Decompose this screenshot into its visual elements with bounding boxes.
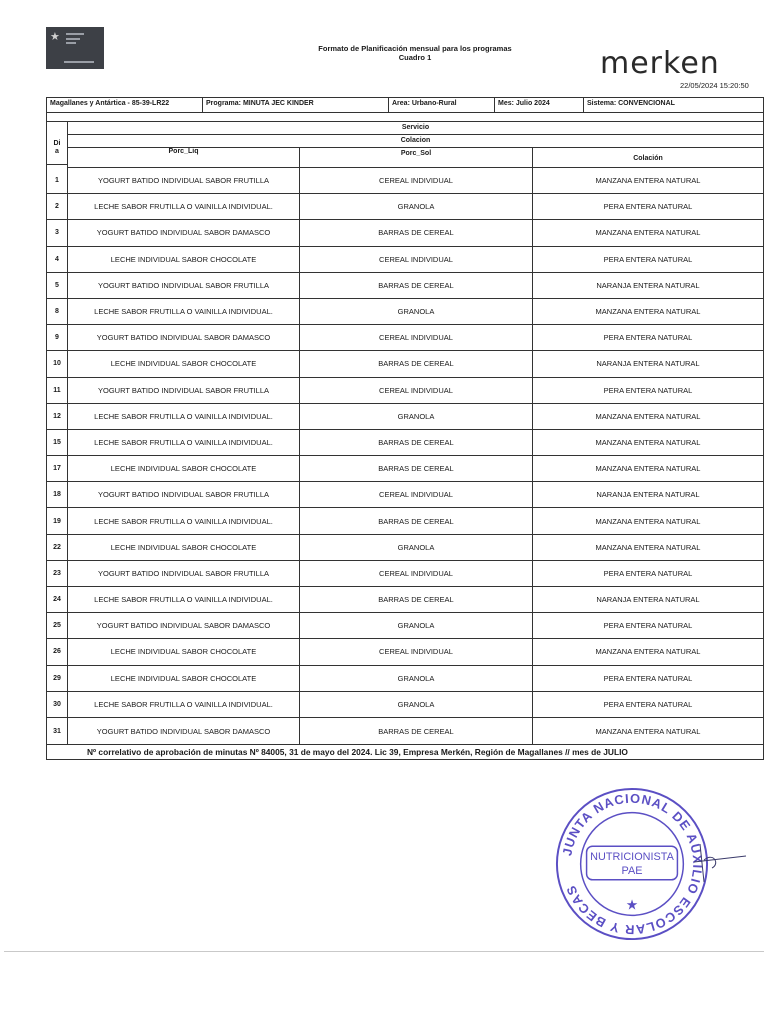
porc-sol-cell: GRANOLA <box>300 299 533 324</box>
dia-cell: 2 <box>47 194 68 219</box>
porc-sol-cell: GRANOLA <box>300 692 533 717</box>
table-row <box>47 508 763 534</box>
porc-liq-cell: LECHE SABOR FRUTILLA O VAINILLA INDIVIDUAL. <box>68 430 300 455</box>
porc-liq-cell: LECHE SABOR FRUTILLA O VAINILLA INDIVIDUAL. <box>68 194 300 219</box>
dia-label-1: Di <box>53 140 61 147</box>
colacion-cell: PERA ENTERA NATURAL <box>603 385 693 395</box>
table-row <box>47 692 763 718</box>
colacion-header: Colacion <box>68 135 763 148</box>
table-row <box>47 378 763 404</box>
porc-sol-cell: CEREAL INDIVIDUAL <box>300 378 533 403</box>
table-row <box>47 430 763 456</box>
colacion-cell: NARANJA ENTERA NATURAL <box>596 280 700 290</box>
colacion-cell: NARANJA ENTERA NATURAL <box>596 595 700 605</box>
title-line-1: Formato de Planificación mensual para los programas <box>318 44 512 53</box>
porc-sol-cell: BARRAS DE CEREAL <box>300 351 533 376</box>
document-title <box>270 44 560 62</box>
dia-cell: 10 <box>47 351 68 376</box>
spacer-row <box>47 113 763 122</box>
colacion-cell: NARANJA ENTERA NATURAL <box>596 490 700 500</box>
dia-cell: 8 <box>47 299 68 324</box>
table-row <box>47 247 763 273</box>
table-row <box>47 613 763 639</box>
porc-liq-cell: LECHE SABOR FRUTILLA O VAINILLA INDIVIDUAL. <box>68 299 300 324</box>
colacion-cell: MANZANA ENTERA NATURAL <box>595 726 701 736</box>
service-columns <box>68 122 763 168</box>
menu-table <box>47 122 763 168</box>
table-row <box>47 666 763 692</box>
dia-cell: 22 <box>47 535 68 560</box>
dia-cell: 24 <box>47 587 68 612</box>
table-row <box>47 220 763 246</box>
dia-cell: 31 <box>47 718 68 744</box>
dia-cell: 3 <box>47 220 68 245</box>
dia-cell: 4 <box>47 247 68 272</box>
government-logo <box>46 27 104 69</box>
porc-sol-cell: BARRAS DE CEREAL <box>300 587 533 612</box>
table-row <box>47 718 763 744</box>
dia-cell: 19 <box>47 508 68 533</box>
porc-sol-header: Porc_Sol <box>300 148 533 167</box>
nutricionista-stamp <box>553 785 711 943</box>
table-row <box>47 351 763 377</box>
table-body <box>47 168 763 744</box>
colacion-cell: PERA ENTERA NATURAL <box>603 254 693 264</box>
porc-liq-cell: YOGURT BATIDO INDIVIDUAL SABOR DAMASCO <box>68 220 300 245</box>
porc-liq-cell: LECHE SABOR FRUTILLA O VAINILLA INDIVIDUAL. <box>68 508 300 533</box>
signature <box>690 830 750 890</box>
porc-sol-cell: BARRAS DE CEREAL <box>300 220 533 245</box>
title-line-2: Cuadro 1 <box>398 53 432 62</box>
logo-line <box>66 33 84 35</box>
colacion-cell: NARANJA ENTERA NATURAL <box>596 359 700 369</box>
porc-sol-cell: BARRAS DE CEREAL <box>300 456 533 481</box>
porc-sol-cell: BARRAS DE CEREAL <box>300 430 533 455</box>
logo-line <box>66 38 80 40</box>
porc-liq-cell: LECHE INDIVIDUAL SABOR CHOCOLATE <box>68 535 300 560</box>
star-icon: ★ <box>625 896 639 913</box>
table-row <box>47 325 763 351</box>
stamp-line-2: PAE <box>621 864 643 877</box>
porc-liq-cell: LECHE INDIVIDUAL SABOR CHOCOLATE <box>68 351 300 376</box>
colacion-cell: MANZANA ENTERA NATURAL <box>595 228 701 238</box>
table-row <box>47 535 763 561</box>
dia-cell: 11 <box>47 378 68 403</box>
porc-liq-cell: LECHE INDIVIDUAL SABOR CHOCOLATE <box>68 247 300 272</box>
dia-cell: 12 <box>47 404 68 429</box>
colacion-cell: PERA ENTERA NATURAL <box>603 568 693 578</box>
porc-sol-cell: GRANOLA <box>300 613 533 638</box>
porc-liq-cell: LECHE INDIVIDUAL SABOR CHOCOLATE <box>68 456 300 481</box>
stamp-line-1: NUTRICIONISTA <box>590 851 674 864</box>
planning-table <box>46 97 764 760</box>
porc-liq-cell: YOGURT BATIDO INDIVIDUAL SABOR FRUTILLA <box>68 378 300 403</box>
colacion-cell: MANZANA ENTERA NATURAL <box>595 647 701 657</box>
colacion-cell: PERA ENTERA NATURAL <box>603 699 693 709</box>
colacion-col-header: Colación <box>633 155 663 162</box>
porc-sol-cell: BARRAS DE CEREAL <box>300 508 533 533</box>
dia-cell: 25 <box>47 613 68 638</box>
colacion-cell: MANZANA ENTERA NATURAL <box>595 542 701 552</box>
porc-sol-cell: CEREAL INDIVIDUAL <box>300 168 533 193</box>
porc-sol-cell: CEREAL INDIVIDUAL <box>300 639 533 664</box>
table-row <box>47 168 763 194</box>
table-row <box>47 587 763 613</box>
servicio-header: Servicio <box>68 122 763 135</box>
table-row <box>47 404 763 430</box>
porc-sol-cell: BARRAS DE CEREAL <box>300 273 533 298</box>
porc-liq-header: Porc_Liq <box>68 148 300 167</box>
porc-sol-cell: GRANOLA <box>300 666 533 691</box>
colacion-cell: MANZANA ENTERA NATURAL <box>595 516 701 526</box>
dia-header <box>47 122 67 165</box>
porc-liq-cell: YOGURT BATIDO INDIVIDUAL SABOR DAMASCO <box>68 613 300 638</box>
dia-cell: 9 <box>47 325 68 350</box>
porc-liq-cell: LECHE INDIVIDUAL SABOR CHOCOLATE <box>68 639 300 664</box>
porc-liq-cell: LECHE SABOR FRUTILLA O VAINILLA INDIVIDUAL. <box>68 404 300 429</box>
porc-liq-cell: YOGURT BATIDO INDIVIDUAL SABOR FRUTILLA <box>68 561 300 586</box>
porc-sol-cell: GRANOLA <box>300 535 533 560</box>
dia-cell: 26 <box>47 639 68 664</box>
colacion-cell: PERA ENTERA NATURAL <box>603 202 693 212</box>
table-row <box>47 482 763 508</box>
table-row <box>47 639 763 665</box>
colacion-cell: MANZANA ENTERA NATURAL <box>595 437 701 447</box>
column-headers <box>68 148 763 168</box>
porc-liq-cell: YOGURT BATIDO INDIVIDUAL SABOR FRUTILLA <box>68 273 300 298</box>
colacion-cell: MANZANA ENTERA NATURAL <box>595 176 701 186</box>
porc-sol-cell: CEREAL INDIVIDUAL <box>300 482 533 507</box>
colacion-cell: PERA ENTERA NATURAL <box>603 333 693 343</box>
colacion-cell: MANZANA ENTERA NATURAL <box>595 464 701 474</box>
table-row <box>47 299 763 325</box>
dia-cell: 17 <box>47 456 68 481</box>
table-row <box>47 456 763 482</box>
porc-liq-cell: YOGURT BATIDO INDIVIDUAL SABOR FRUTILLA <box>68 482 300 507</box>
colacion-cell: PERA ENTERA NATURAL <box>603 621 693 631</box>
page-divider <box>4 951 764 952</box>
table-row <box>47 273 763 299</box>
brand-logo: merken <box>600 46 720 81</box>
mes-cell: Mes: Julio 2024 <box>495 98 584 112</box>
porc-sol-cell: BARRAS DE CEREAL <box>300 718 533 744</box>
region-cell: Magallanes y Antártica - 85-39-LR22 <box>47 98 203 112</box>
programa-cell: Programa: MINUTA JEC KINDER <box>203 98 389 112</box>
porc-liq-cell: YOGURT BATIDO INDIVIDUAL SABOR DAMASCO <box>68 325 300 350</box>
logo-line <box>64 61 94 63</box>
porc-sol-cell: CEREAL INDIVIDUAL <box>300 325 533 350</box>
porc-sol-cell: GRANOLA <box>300 194 533 219</box>
colacion-cell: MANZANA ENTERA NATURAL <box>595 411 701 421</box>
dia-label-2: a <box>55 148 59 155</box>
dia-cell: 29 <box>47 666 68 691</box>
porc-liq-cell: YOGURT BATIDO INDIVIDUAL SABOR FRUTILLA <box>68 168 300 193</box>
dia-column <box>47 122 68 168</box>
timestamp: 22/05/2024 15:20:50 <box>680 81 749 90</box>
dia-cell: 23 <box>47 561 68 586</box>
dia-cell: 15 <box>47 430 68 455</box>
table-row <box>47 561 763 587</box>
dia-cell: 5 <box>47 273 68 298</box>
porc-sol-cell: CEREAL INDIVIDUAL <box>300 561 533 586</box>
porc-sol-cell: CEREAL INDIVIDUAL <box>300 247 533 272</box>
porc-liq-cell: LECHE SABOR FRUTILLA O VAINILLA INDIVIDUAL. <box>68 587 300 612</box>
logo-line <box>66 42 76 44</box>
sistema-cell: Sistema: CONVENCIONAL <box>587 100 675 107</box>
stamp-outer-text: JUNTA NACIONAL DE AUXILIO ESCOLAR Y BECAS <box>559 790 706 938</box>
table-row <box>47 194 763 220</box>
dia-cell: 30 <box>47 692 68 717</box>
porc-liq-cell: LECHE INDIVIDUAL SABOR CHOCOLATE <box>68 666 300 691</box>
dia-cell: 18 <box>47 482 68 507</box>
star-icon: ★ <box>50 31 60 43</box>
porc-liq-cell: YOGURT BATIDO INDIVIDUAL SABOR DAMASCO <box>68 718 300 744</box>
colacion-cell: PERA ENTERA NATURAL <box>603 673 693 683</box>
porc-liq-cell: LECHE SABOR FRUTILLA O VAINILLA INDIVIDUAL. <box>68 692 300 717</box>
approval-note: Nº correlativo de aprobación de minutas Nº 84005, 31 de mayo del 2024. Lic 39, Empresa Merkén, Región de Magallanes // mes de JULIO <box>47 744 763 759</box>
colacion-cell: MANZANA ENTERA NATURAL <box>595 307 701 317</box>
dia-cell: 1 <box>47 168 68 193</box>
area-cell: Area: Urbano-Rural <box>389 98 495 112</box>
porc-sol-cell: GRANOLA <box>300 404 533 429</box>
info-header-row <box>47 98 763 113</box>
